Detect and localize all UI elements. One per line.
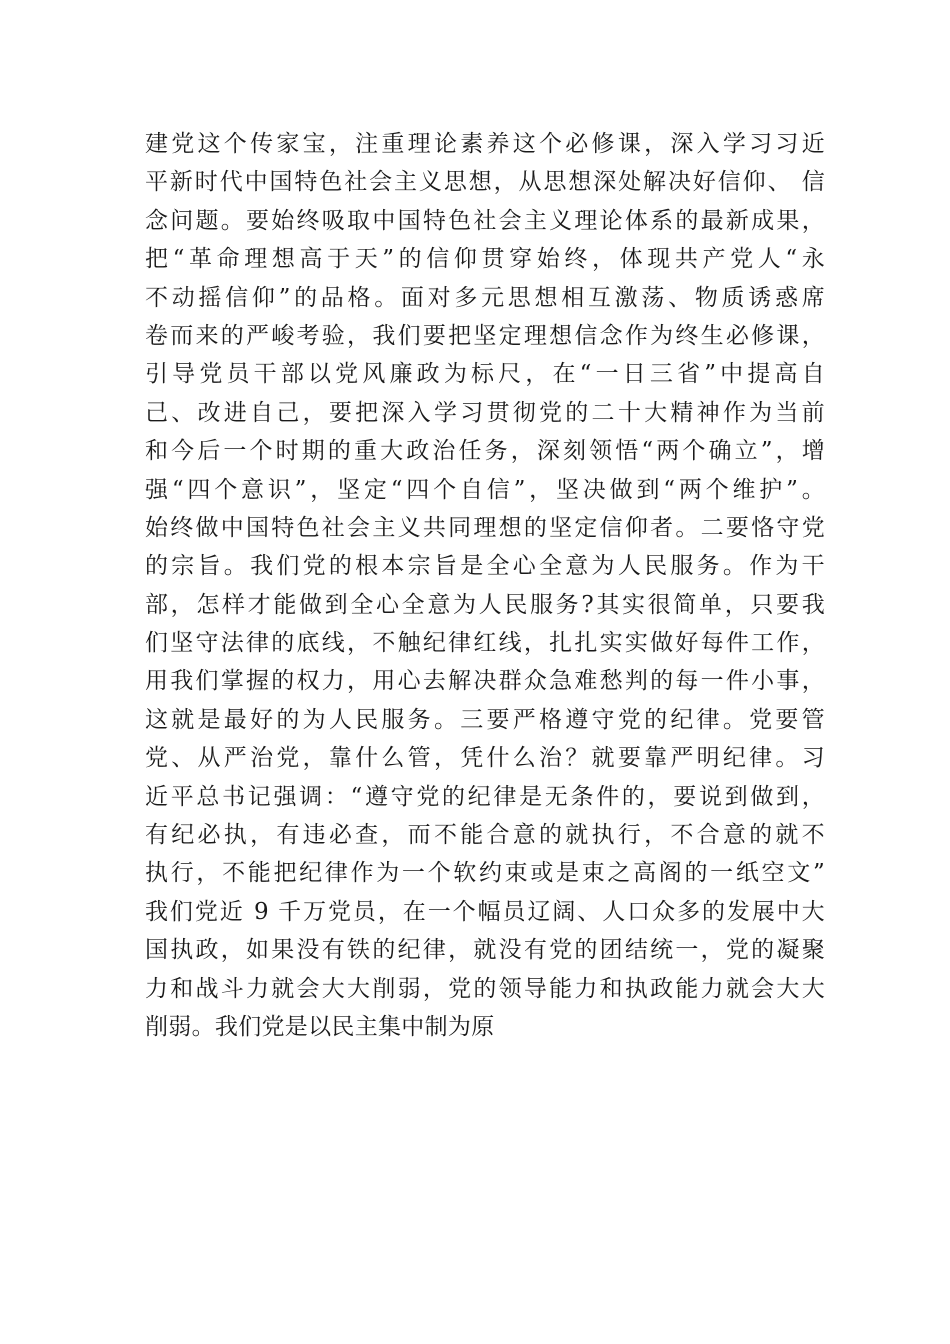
- body-paragraph: [145, 125, 825, 1046]
- text-line: 执行，不能把纪律作为一个软约束或是束之高阁的一纸空文”: [145, 860, 825, 887]
- text-line: 强“四个意识”，坚定“四个自信”，坚决做到“两个维护”。: [145, 476, 825, 503]
- text-line: 平新时代中国特色社会主义思想，从思想深处解决好信仰、 信: [145, 169, 825, 196]
- text-line: 念问题。要始终吸取中国特色社会主义理论体系的最新成果，: [145, 207, 825, 234]
- text-line: 和今后一个时期的重大政治任务，深刻领悟“两个确立”，增: [145, 438, 825, 465]
- text-line: 削弱。我们党是以民主集中制为原: [145, 1013, 495, 1040]
- text-line: 国执政，如果没有铁的纪律，就没有党的团结统一，党的凝聚: [145, 937, 825, 964]
- text-line: 的宗旨。我们党的根本宗旨是全心全意为人民服务。作为干: [145, 553, 825, 580]
- text-line: 党、从严治党，靠什么管，凭什么治？就要靠严明纪律。习: [145, 745, 825, 772]
- text-line: 用我们掌握的权力，用心去解决群众急难愁判的每一件小事，: [145, 668, 825, 695]
- text-line: 部，怎样才能做到全心全意为人民服务?其实很简单，只要我: [145, 591, 825, 618]
- text-line: 这就是最好的为人民服务。三要严格遵守党的纪律。党要管: [145, 706, 825, 733]
- text-line: 卷而来的严峻考验，我们要把坚定理想信念作为终生必修课，: [145, 322, 825, 349]
- text-line: 己、改进自己，要把深入学习贯彻党的二十大精神作为当前: [145, 399, 825, 426]
- text-line: 们坚守法律的底线，不触纪律红线，扎扎实实做好每件工作，: [145, 630, 825, 657]
- text-line: 始终做中国特色社会主义共同理想的坚定信仰者。二要恪守党: [145, 514, 825, 541]
- text-line: 力和战斗力就会大大削弱，党的领导能力和执政能力就会大大: [145, 975, 825, 1002]
- text-line: 建党这个传家宝，注重理论素养这个必修课，深入学习习近: [145, 131, 825, 157]
- text-line: 不动摇信仰”的品格。面对多元思想相互激荡、物质诱惑席: [145, 284, 825, 311]
- text-line: 有纪必执，有违必查，而不能合意的就执行，不合意的就不: [145, 822, 825, 849]
- text-line: 我们党近 9 千万党员，在一个幅员辽阔、人口众多的发展中大: [145, 898, 825, 925]
- text-line: 近平总书记强调：“遵守党的纪律是无条件的，要说到做到，: [145, 783, 825, 810]
- text-line: 把“革命理想高于天”的信仰贯穿始终，体现共产党人“永: [145, 246, 825, 273]
- text-line: 引导党员干部以党风廉政为标尺，在“一日三省”中提高自: [145, 361, 825, 388]
